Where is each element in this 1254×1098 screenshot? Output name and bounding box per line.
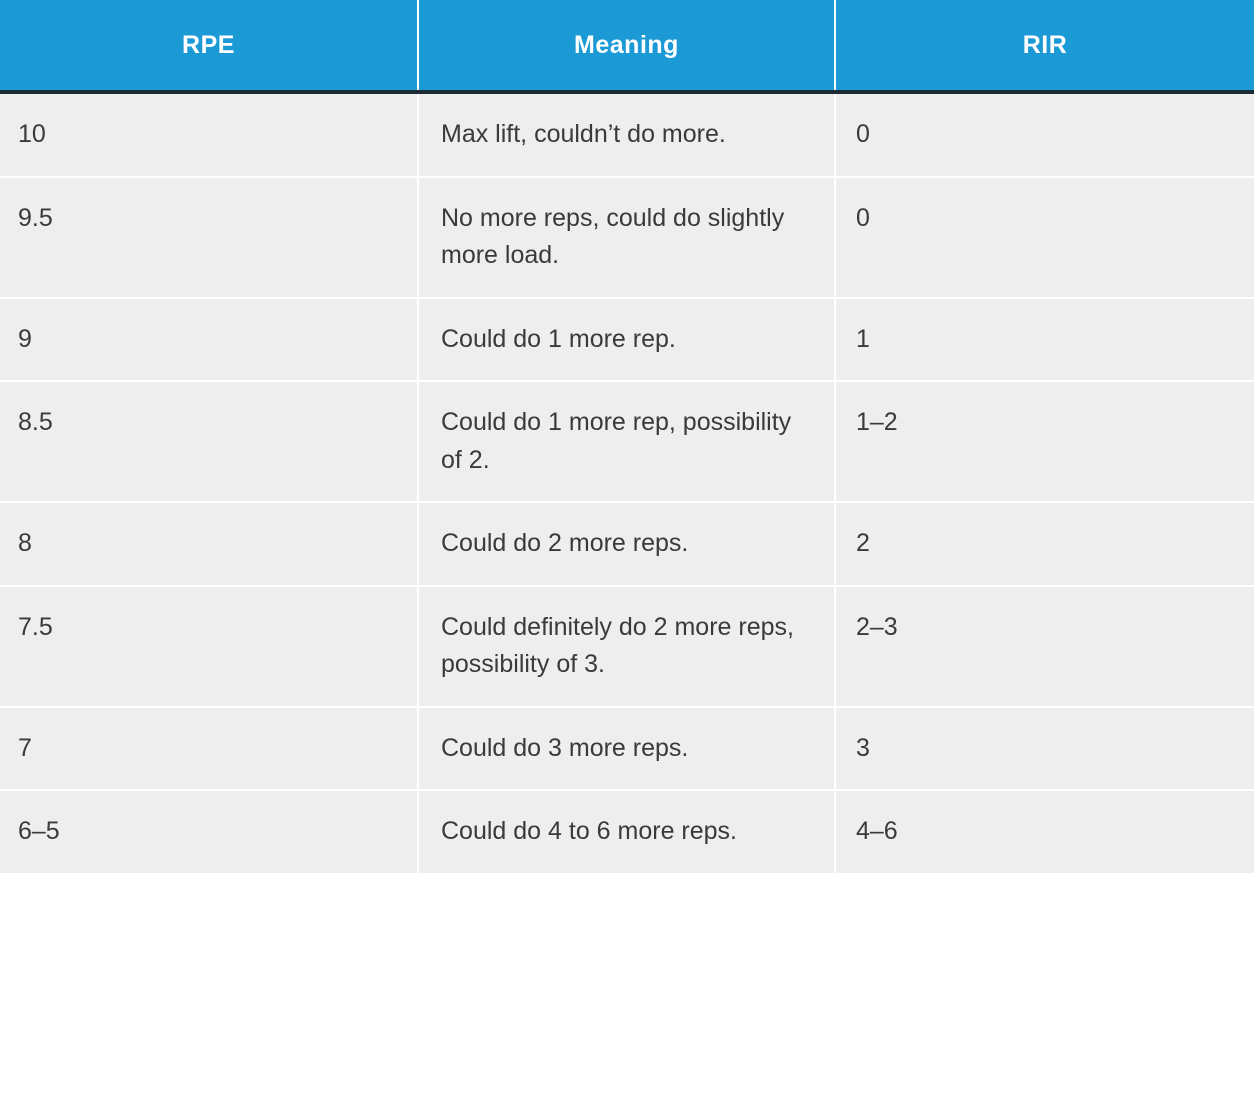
cell-rpe: 9 — [0, 298, 418, 382]
cell-rpe: 6–5 — [0, 790, 418, 874]
cell-rir: 3 — [835, 707, 1254, 791]
table-row — [0, 502, 1254, 586]
table-row — [0, 177, 1254, 298]
cell-rpe: 7 — [0, 707, 418, 791]
cell-rpe: 9.5 — [0, 177, 418, 298]
cell-rpe: 10 — [0, 92, 418, 177]
cell-rpe: 8 — [0, 502, 418, 586]
cell-meaning: No more reps, could do slightly more load. — [418, 177, 835, 298]
table-row — [0, 707, 1254, 791]
column-header-rir: RIR — [835, 0, 1254, 92]
table-row — [0, 586, 1254, 707]
table-header-row — [0, 0, 1254, 92]
cell-rpe: 7.5 — [0, 586, 418, 707]
column-header-rpe: RPE — [0, 0, 418, 92]
cell-rir: 4–6 — [835, 790, 1254, 874]
cell-rir: 2–3 — [835, 586, 1254, 707]
cell-meaning: Max lift, couldn’t do more. — [418, 92, 835, 177]
cell-meaning: Could do 1 more rep. — [418, 298, 835, 382]
cell-rir: 0 — [835, 92, 1254, 177]
table-header — [0, 0, 1254, 92]
table-row — [0, 790, 1254, 874]
cell-rir: 1–2 — [835, 381, 1254, 502]
cell-meaning: Could do 1 more rep, possibility of 2. — [418, 381, 835, 502]
cell-meaning: Could do 3 more reps. — [418, 707, 835, 791]
table-row — [0, 298, 1254, 382]
cell-rir: 2 — [835, 502, 1254, 586]
cell-rpe: 8.5 — [0, 381, 418, 502]
cell-rir: 0 — [835, 177, 1254, 298]
cell-meaning: Could definitely do 2 more reps, possibility of 3. — [418, 586, 835, 707]
cell-rir: 1 — [835, 298, 1254, 382]
cell-meaning: Could do 4 to 6 more reps. — [418, 790, 835, 874]
table-row — [0, 92, 1254, 177]
column-header-meaning: Meaning — [418, 0, 835, 92]
table-row — [0, 381, 1254, 502]
table-body — [0, 92, 1254, 874]
cell-meaning: Could do 2 more reps. — [418, 502, 835, 586]
